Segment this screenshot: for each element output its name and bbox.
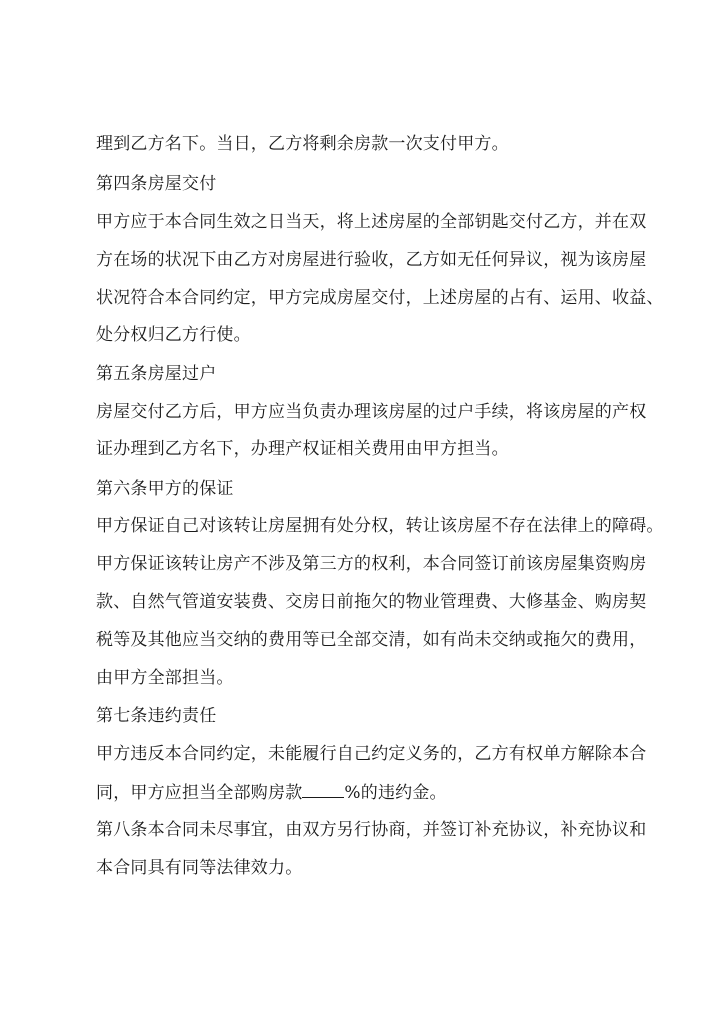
article-8-text: 第八条本合同未尽事宜，由双方另行协商，并签订补充协议，补充协议和 [96, 820, 647, 840]
article-5-heading: 第五条房屋过户 [96, 364, 217, 384]
text-line: 理到乙方名下。当日，乙方将剩余房款一次支付甲方。 [96, 134, 509, 154]
text-line: 房屋交付乙方后，甲方应当负责办理该房屋的过户手续，将该房屋的产权 [96, 402, 647, 422]
text-line: 证办理到乙方名下，办理产权证相关费用由甲方担当。 [96, 439, 509, 459]
penalty-text-after: %的违约金。 [344, 783, 447, 803]
text-line: 甲方应于本合同生效之日当天，将上述房屋的全部钥匙交付乙方，并在双 [96, 212, 647, 232]
text-line: 甲方保证自己对该转让房屋拥有处分权，转让该房屋不存在法律上的障碍。 [96, 516, 664, 536]
article-7-heading: 第七条违约责任 [96, 706, 217, 726]
penalty-line [96, 780, 636, 805]
penalty-text-before: 同，甲方应担当全部购房款 [96, 783, 303, 803]
text-line: 税等及其他应当交纳的费用等已全部交清，如有尚未交纳或拖欠的费用， [96, 630, 647, 650]
text-line: 本合同具有同等法律效力。 [96, 858, 303, 878]
text-line: 款、自然气管道安装费、交房日前拖欠的物业管理费、大修基金、购房契 [96, 592, 647, 612]
text-line: 甲方保证该转让房产不涉及第三方的权利，本合同签订前该房屋集资购房 [96, 554, 647, 574]
text-line: 由甲方全部担当。 [96, 668, 234, 688]
text-line: 甲方违反本合同约定，未能履行自己约定义务的，乙方有权单方解除本合 [96, 744, 647, 764]
text-line: 方在场的状况下由乙方对房屋进行验收，乙方如无任何异议，视为该房屋 [96, 250, 647, 270]
penalty-percent-blank [302, 780, 344, 798]
article-6-heading: 第六条甲方的保证 [96, 479, 234, 499]
text-line: 处分权归乙方行使。 [96, 325, 251, 345]
text-line: 状况符合本合同约定，甲方完成房屋交付，上述房屋的占有、运用、收益、 [96, 288, 664, 308]
article-4-heading: 第四条房屋交付 [96, 174, 217, 194]
